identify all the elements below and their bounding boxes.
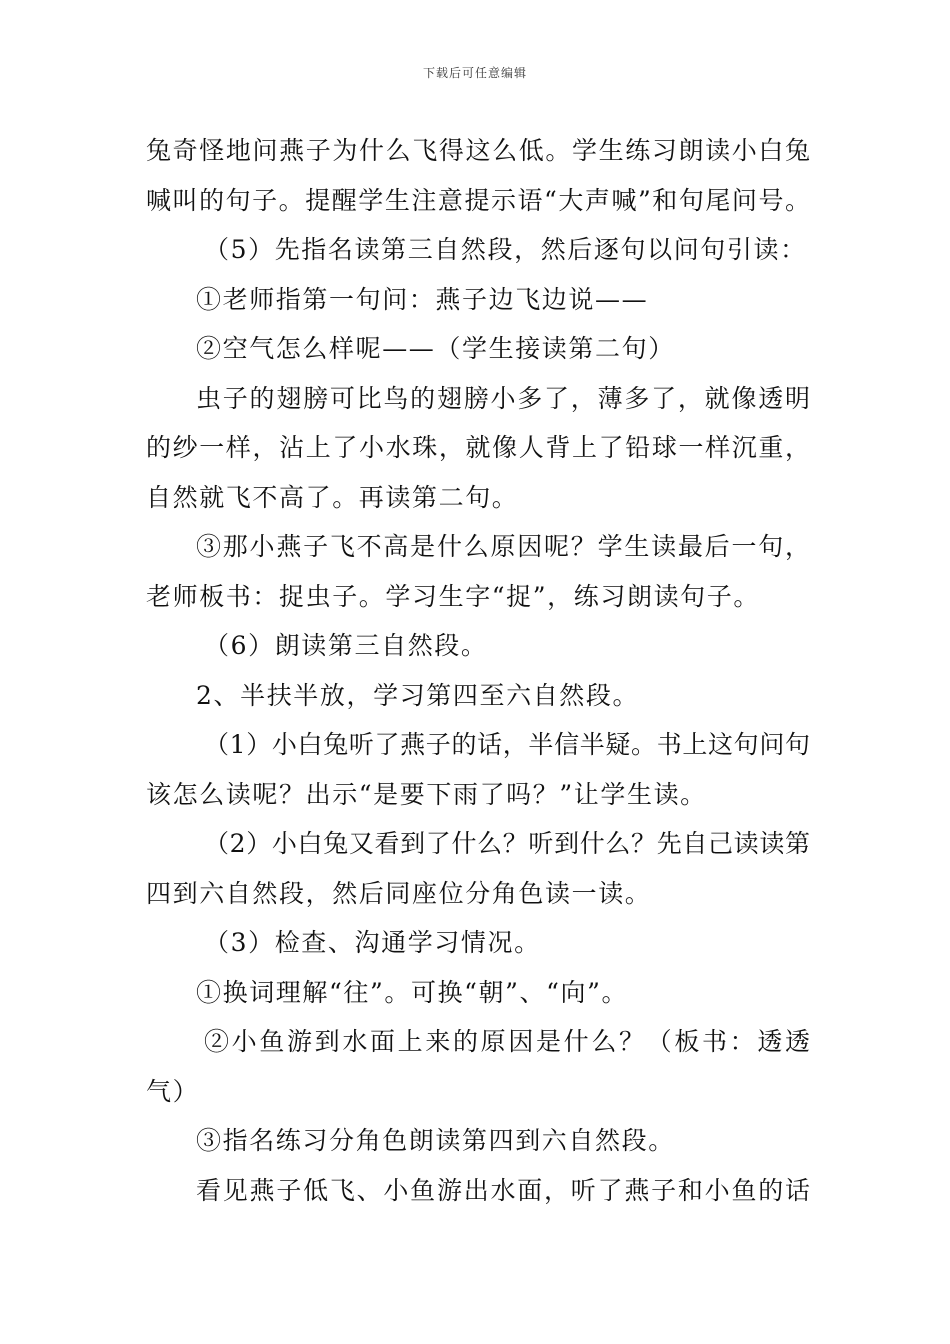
text-line: 的纱一样，沾上了小水珠，就像人背上了铅球一样沉重，: [146, 433, 810, 462]
text-line: 兔奇怪地问燕子为什么飞得这么低。学生练习朗读小白兔: [146, 136, 810, 165]
text-line: ②空气怎么样呢——（学生接读第二句）: [196, 334, 675, 363]
text-line: （6）朗读第三自然段。: [204, 631, 488, 660]
text-line: 自然就飞不高了。再读第二句。: [146, 482, 519, 512]
text-line: ③指名练习分角色朗读第四到六自然段。: [196, 1126, 675, 1155]
text-line: ①换词理解“往”。可换“朝”、“向”。: [196, 977, 629, 1007]
text-line: 看见燕子低飞、小鱼游出水面，听了燕子和小鱼的话: [196, 1175, 810, 1205]
text-line: （5）先指名读第三自然段，然后逐句以问句引读：: [204, 235, 807, 264]
text-line: 2、半扶半放，学习第四至六自然段。: [196, 680, 640, 710]
text-line: （2）小白兔又看到了什么？听到什么？先自己读读第: [204, 829, 810, 858]
text-line: 虫子的翅膀可比鸟的翅膀小多了，薄多了，就像透明: [196, 383, 810, 413]
page-header: 下载后可任意编辑: [422, 66, 527, 80]
text-line: （1）小白兔听了燕子的话，半信半疑。书上这句问句: [204, 730, 810, 759]
text-line: ③那小燕子飞不高是什么原因呢？学生读最后一句，: [196, 532, 810, 561]
text-line: 该怎么读呢？出示“是要下雨了吗？”让学生读。: [146, 779, 707, 809]
text-line: ②小鱼游到水面上来的原因是什么？（板书：透透: [204, 1027, 810, 1056]
text-line: 喊叫的句子。提醒学生注意提示语“大声喊”和句尾问号。: [146, 185, 810, 215]
text-line: （3）检查、沟通学习情况。: [204, 928, 541, 957]
text-line: 四到六自然段，然后同座位分角色读一读。: [146, 878, 652, 908]
body-text: [146, 126, 810, 1215]
text-line: ①老师指第一句问：燕子边飞边说——: [196, 284, 649, 314]
text-line: 气）: [146, 1076, 200, 1106]
text-line: 老师板书：捉虫子。学习生字“捉”，练习朗读句子。: [146, 581, 760, 611]
